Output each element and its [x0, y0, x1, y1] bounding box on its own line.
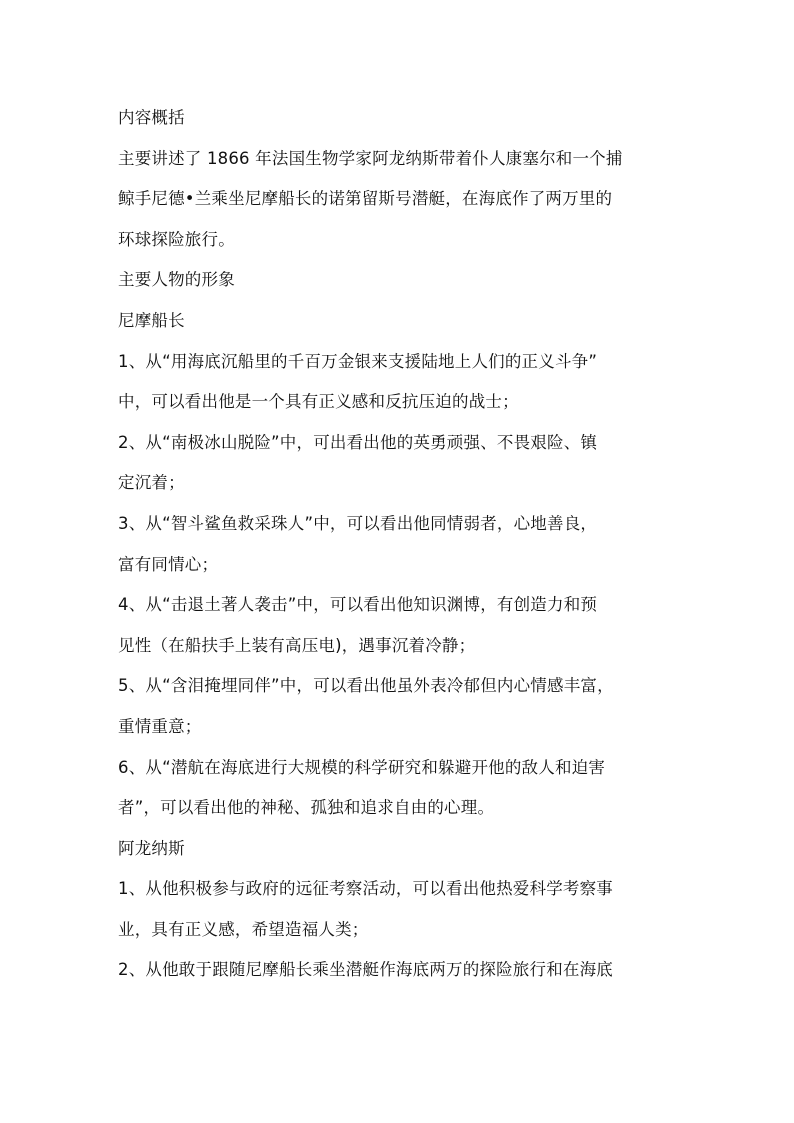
character-heading-aronnax: 阿龙纳斯 [118, 838, 185, 858]
nemo-item-2-line-1: 2、从“南极冰山脱险”中，可出看出他的英勇顽强、不畏艰险、镇 [118, 432, 598, 452]
summary-line-1: 主要讲述了 1866 年法国生物学家阿龙纳斯带着仆人康塞尔和一个捕 [118, 148, 623, 168]
nemo-item-6-line-2: 者”，可以看出他的神秘、孤独和追求自由的心理。 [118, 798, 495, 818]
summary-line-3: 环球探险旅行。 [118, 229, 235, 249]
nemo-item-5-line-2: 重情重意； [118, 716, 202, 736]
summary-line-2: 鲸手尼德•兰乘坐尼摩船长的诺第留斯号潜艇，在海底作了两万里的 [118, 189, 613, 209]
aronnax-item-1-line-1: 1、从他积极参与政府的远征考察活动，可以看出他热爱科学考察事 [118, 879, 613, 899]
nemo-item-3-line-1: 3、从“智斗鲨鱼救采珠人”中，可以看出他同情弱者，心地善良， [118, 513, 598, 533]
nemo-item-3-line-2: 富有同情心； [118, 554, 219, 574]
section-heading-summary: 内容概括 [118, 108, 185, 127]
section-heading-characters: 主要人物的形象 [118, 270, 235, 290]
nemo-item-5-line-1: 5、从“含泪掩埋同伴”中，可以看出他虽外表冷郁但内心情感丰富， [118, 676, 614, 696]
character-heading-nemo: 尼摩船长 [118, 310, 185, 330]
nemo-item-2-line-2: 定沉着； [118, 473, 185, 493]
document-body [118, 104, 678, 997]
nemo-item-1-line-1: 1、从“用海底沉船里的千百万金银来支援陆地上人们的正义斗争” [118, 351, 598, 371]
nemo-item-4-line-1: 4、从“击退土著人袭击”中，可以看出他知识渊博，有创造力和预 [118, 595, 598, 615]
nemo-item-4-line-2: 见性（在船扶手上装有高压电)，遇事沉着冷静； [118, 635, 476, 655]
nemo-item-1-line-2: 中，可以看出他是一个具有正义感和反抗压迫的战士； [118, 392, 519, 412]
aronnax-item-2-line-1: 2、从他敢于跟随尼摩船长乘坐潜艇作海底两万的探险旅行和在海底 [118, 960, 613, 980]
aronnax-item-1-line-2: 业，具有正义感，希望造福人类； [118, 919, 369, 939]
nemo-item-6-line-1: 6、从“潜航在海底进行大规模的科学研究和躲避开他的敌人和迫害 [118, 757, 606, 777]
